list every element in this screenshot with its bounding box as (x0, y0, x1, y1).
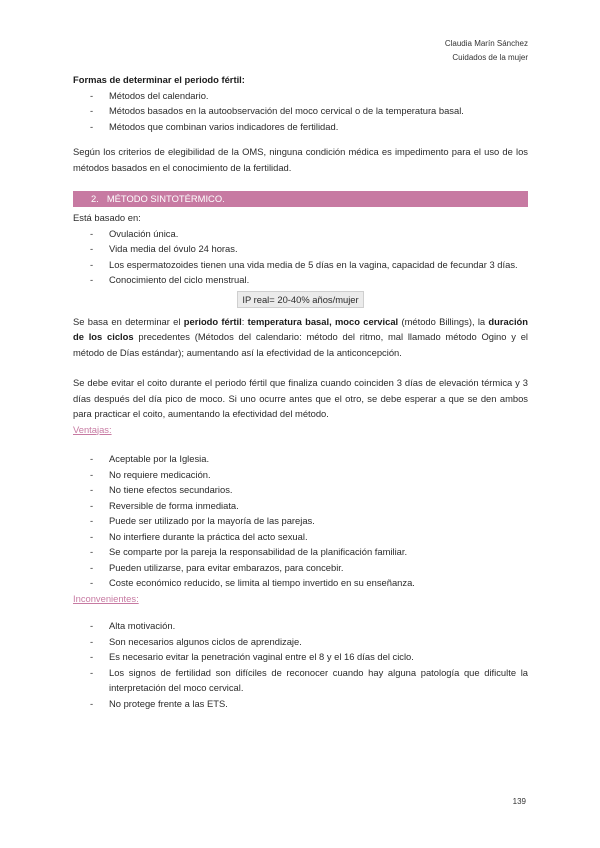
list-item: - Los signos de fertilidad son difíciles de reconocer cuando hay alguna patología que dificulte la interpretación del moco cervical. (73, 665, 528, 696)
section-number: 2. (91, 193, 99, 204)
disadvantages-list (73, 618, 528, 711)
based-on-intro: Está basado en: (73, 212, 141, 223)
list-item: - Son necesarios algunos ciclos de aprendizaje. (73, 634, 528, 650)
list-item: - Los espermatozoides tienen una vida media de 5 días en la vagina, capacidad de fecundar 3 días. (73, 257, 528, 273)
advantages-list (73, 451, 528, 591)
page-header (445, 37, 528, 65)
header-subject: Cuidados de la mujer (452, 53, 528, 62)
list-item: - No protege frente a las ETS. (73, 696, 528, 712)
fertile-period-title: Formas de determinar el periodo fértil: (73, 74, 245, 85)
ip-rate-highlight: IP real= 20-40% años/mujer (237, 291, 363, 308)
list-item: - Métodos basados en la autoobservación del moco cervical o de la temperatura basal. (73, 103, 528, 119)
coitus-avoidance-paragraph: Se debe evitar el coito durante el periodo fértil que finaliza cuando coinciden 3 días de elevación térmica y 3 días después del día pico de moco. Si uno ocurre antes que el otro, se debe esperar a que se den ambos para practicar el coito, aumentando la efectividad del método. (73, 377, 528, 419)
list-item: - Ovulación única. (73, 226, 528, 242)
header-author: Claudia Marín Sánchez (444, 39, 528, 48)
section-title: MÉTODO SINTOTÉRMICO. (106, 193, 225, 204)
fertile-period-list (73, 88, 528, 135)
list-item: - Métodos del calendario. (73, 88, 528, 104)
page-content (73, 72, 528, 711)
list-item: - Reversible de forma inmediata. (73, 498, 528, 514)
list-item: - Aceptable por la Iglesia. (73, 451, 528, 467)
list-item: - Métodos que combinan varios indicadores de fertilidad. (73, 119, 528, 135)
advantages-heading: Ventajas: (73, 423, 112, 435)
disadvantages-heading: Inconvenientes: (73, 592, 139, 604)
list-item: - Vida media del óvulo 24 horas. (73, 241, 528, 257)
list-item: - No interfiere durante la práctica del acto sexual. (73, 529, 528, 545)
method-description: Se basa en determinar el periodo fértil: temperatura basal, moco cervical (método Billings), la duración de los ciclos precedentes (Métodos del calendario: método del ritmo, mal llamado método Ogino y el método de Días estándar); aumentando así la efectividad de la anticoncepción. (73, 315, 529, 358)
page-number: 139 (512, 797, 526, 806)
list-item: - Se comparte por la pareja la responsabilidad de la planificación familiar. (73, 544, 528, 560)
list-item: - Es necesario evitar la penetración vaginal entre el 8 y el 16 días del ciclo. (73, 649, 528, 665)
section-heading (73, 191, 528, 207)
list-item: - Conocimiento del ciclo menstrual. (73, 272, 528, 288)
ip-rate-wrapper (73, 291, 528, 308)
list-item: - Alta motivación. (73, 618, 528, 634)
list-item: - No tiene efectos secundarios. (73, 482, 528, 498)
list-item: - Coste económico reducido, se limita al tiempo invertido en su enseñanza. (73, 575, 528, 591)
list-item: - Puede ser utilizado por la mayoría de las parejas. (73, 513, 528, 529)
list-item: - No requiere medicación. (73, 467, 528, 483)
oms-note: Según los criterios de elegibilidad de la OMS, ninguna condición médica es impedimento para el uso de los métodos basados en el conocimiento de la fertilidad. (73, 146, 528, 173)
based-on-list (73, 226, 528, 288)
list-item: - Pueden utilizarse, para evitar embarazos, para concebir. (73, 560, 528, 576)
